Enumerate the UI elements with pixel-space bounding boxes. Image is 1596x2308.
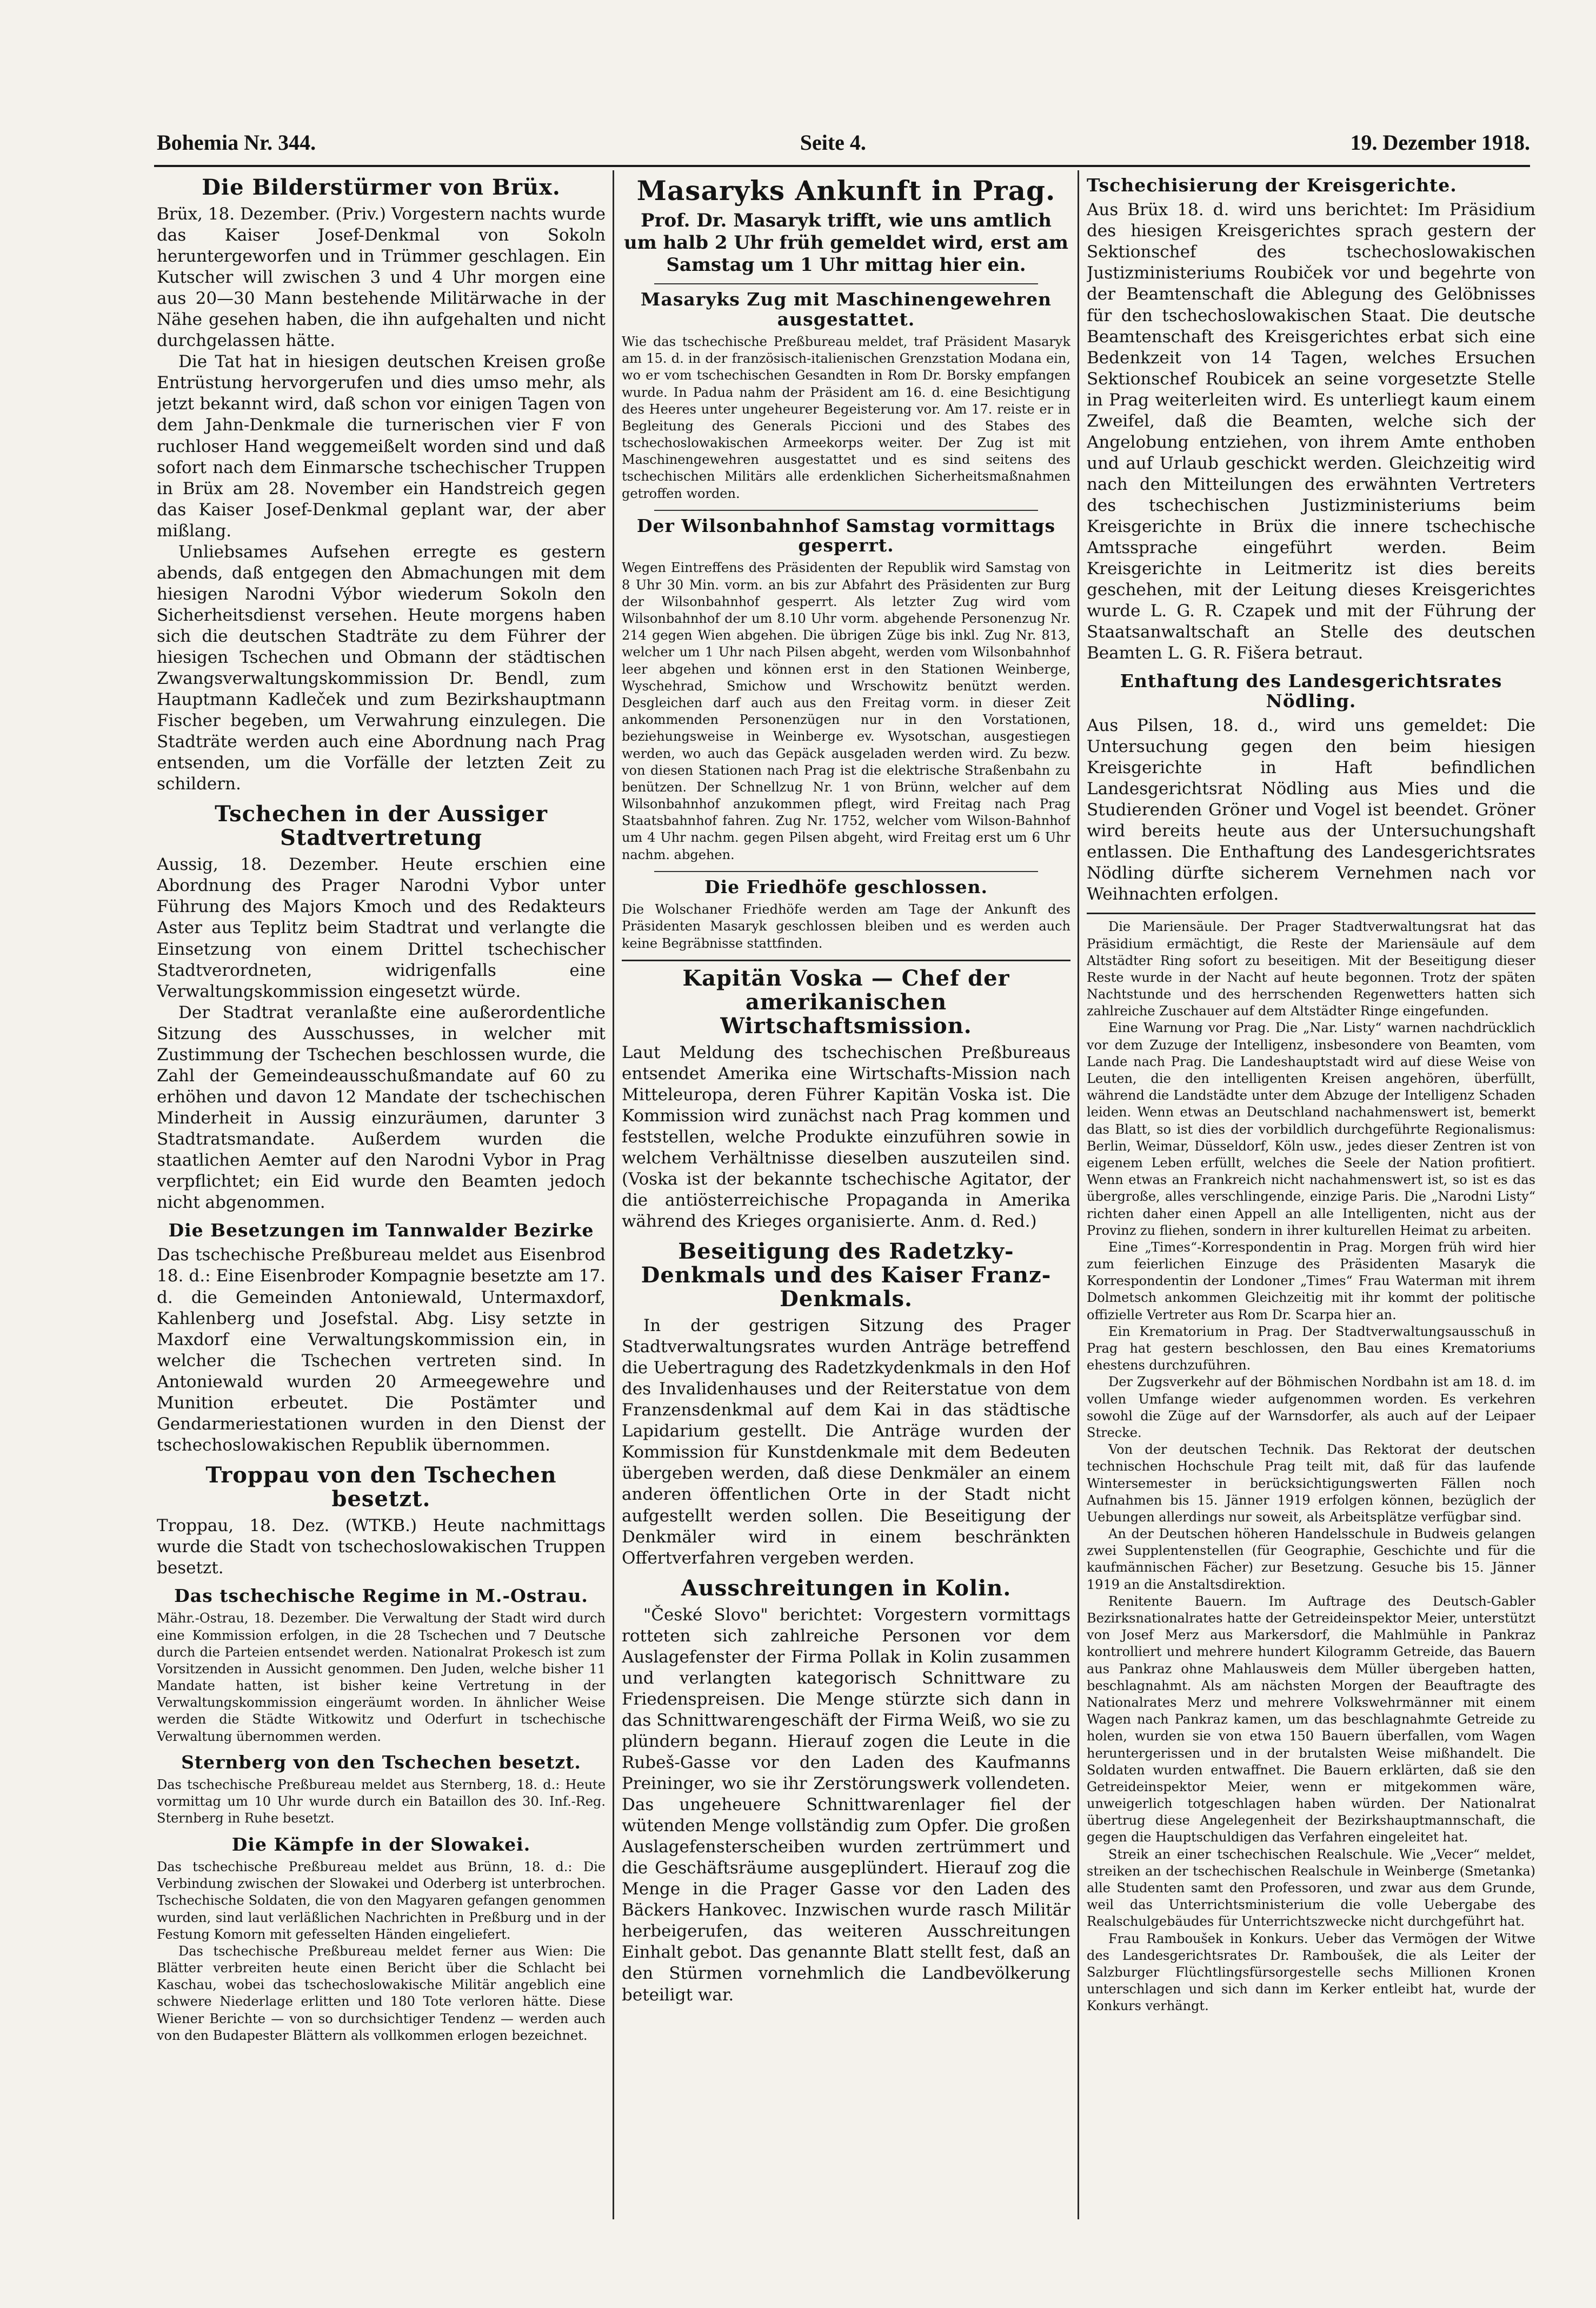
- article-lede: Prof. Dr. Masaryk trifft, wie uns amtlich um halb 2 Uhr früh gemeldet wird, erst am Samstag um 1 Uhr mittag hier ein.: [624, 210, 1068, 276]
- article-text: Wegen Eintreffens des Präsidenten der Republik wird Samstag von 8 Uhr 30 Min. vorm. an bis zur Abfahrt des Präsidenten zur Burg der Wilsonbahnhof gesperrt. Als letzter Zug wird vom Wilsonbahnhof der um 8.10 Uhr vorm. abgehende Personenzug Nr. 214 gegen Wien abgehen. Die übrigen Züge bis inkl. Zug Nr. 813, welcher um 1 Uhr nach Pilsen abgeht, werden vom Wilsonbahnhof leer abgehen und können erst in den Stationen Weinberge, Wyschehrad, Smichow und Wrschowitz benützt werden. Desgleichen darf auch aus den Freitag vorm. in dieser Zeit ankommenden Personenzügen nur in den Vorstationen, beziehungsweise in Weinberge ev. Wysotschan, ausgestiegen werden, wo auch das Gepäck ausgeladen werden wird. Zu bezw. von diesen Stationen nach Prag ist die elektrische Straßenbahn zu benützen. Der Schnellzug Nr. 1 von Brünn, welcher auf dem Wilsonbahnhof anzukommen pflegt, wird Freitag nach Prag Staatsbahnhof fahren. Zug Nr. 1752, welcher vom Wilson-Bahnhof um 4 Uhr nachm. gegen Pilsen abgeht, wird Freitag erst um 6 Uhr nachm. abgehen.: [622, 560, 1070, 862]
- header-rule: [154, 165, 1530, 167]
- article-text: Aus Pilsen, 18. d., wird uns gemeldet: Die Untersuchung gegen den beim hiesigen Kreisgerichte in Haft befindlichen Landesgerichtsrat Nödling aus Mies und die Studierenden Gröner und Vogel ist beendet. Gröner wird bereits heute aus der Untersuchungshaft entlassen. Die Enthaftung des Landesgerichtsrates Nödling dürfte sicherem Vernehmen nach vor Weihnachten erfolgen.: [1087, 715, 1535, 904]
- article-aussig: [157, 802, 606, 1213]
- column-divider-2: [1078, 170, 1079, 2219]
- article-text: Aussig, 18. Dezember. Heute erschien eine Abordnung des Prager Narodni Vybor unter Führung des Majors Kmoch und des Redakteurs Aster aus Teplitz beim Stadtrat und verlangte die Einsetzung von einem Drittel tschechischer Stadtverordneten, widrigenfalls eine Verwaltungskommission eingesetzt würde.: [157, 855, 606, 1001]
- news-brief: Von der deutschen Technik. Das Rektorat der deutschen technischen Hochschule Prag teilt mit, daß für das laufende Wintersemester in berücksichtigungswerten Fällen noch Aufnahmen bis 15. Jänner 1919 erfolgen können, bezüglich der Uebungen allerdings nur soweit, als Arbeitsplätze verfügbar sind.: [1087, 1442, 1535, 1525]
- news-brief: Die Mariensäule. Der Prager Stadtverwaltungsrat hat das Präsidium ermächtigt, die Reste der Mariensäule auf dem Altstädter Ring sofort zu beseitigen. Mit der Beseitigung dieser Reste wurde in der Nacht auf heute begonnen. Trotz der späten Nachtstunde und des herrschenden Regenwetters hatten sich zahlreiche Zuschauer auf dem Altstädter Ringe eingefunden.: [1087, 919, 1535, 1019]
- article-title: Masaryks Ankunft in Prag.: [636, 175, 1056, 207]
- section-divider: [622, 960, 1070, 961]
- article-radetzky: [622, 1240, 1070, 1569]
- article-text: Das tschechische Preßbureau meldet aus Eisenbrod 18. d.: Eine Eisenbroder Kompagnie besetzte am 17. d. die Gemeinden Antoniewald, Untermaxdorf, Kahlenberg und Josefstal. Abg. Lisy setzte in Maxdorf eine Verwaltungskommission ein, in welcher die Tschechen vertreten sind. In Antoniewald wurden 20 Armeegewehre und Munition erbeutet. Die Postämter und Gendarmeriestationen wurden in den Dienst der tschechoslowakischen Republik übernommen.: [157, 1245, 606, 1455]
- header-page-number: Seite 4.: [800, 130, 866, 155]
- news-brief: Eine Warnung vor Prag. Die „Nar. Listy“ warnen nachdrücklich vor dem Zuzuge der Intelligenz, insbesondere von Beamten, vom Lande nach Prag. Die Landeshauptstadt wird auf diese Weise von Leuten, die den intelligenten Kreisen angehören, überfüllt, während die Landstädte unter dem Abzuge der Intelligenz Schaden leiden. Wenn etwas an Deutschland nachahmenswert ist, bemerkt das Blatt, so ist dies der vorbildlich durchgeführte Regionalismus: Berlin, Weimar, Düsseldorf, Köln usw., jedes dieser Zentren ist von eigenem Leben erfüllt, welches die Seele der Nation profitiert. Wenn etwas an Frankreich nicht nachahmenswert ist, so ist es das übergroße, alles verschlingende, einzige Paris. Die „Narodni Listy“ richten daher einen Appell an alle Intelligenten, nicht aus der Provinz zu fliehen, sondern in ihrer kulturellen Heimat zu arbeiten.: [1087, 1020, 1535, 1238]
- article-sternberg: [157, 1753, 606, 1827]
- article-title: Kapitän Voska — Chef der amerikanischen Wirtschaftsmission.: [682, 965, 1010, 1039]
- article-kolin: [622, 1577, 1070, 2006]
- column-1: [157, 170, 606, 2263]
- article-text: Das tschechische Preßbureau meldet aus Brünn, 18. d.: Die Verbindung zwischen der Slowakei und Oderberg ist unterbrochen. Tschechische Soldaten, die von den Magyaren gefangen genommen wurden, sind laut verläßlichen Nachrichten in Preßburg und in der Festung Komorn mit gefesselten Händen eingeliefert.: [157, 1859, 606, 1942]
- article-ostrau: [157, 1586, 606, 1745]
- article-title: Die Friedhöfe geschlossen.: [704, 876, 988, 897]
- article-title: Die Bilderstürmer von Brüx.: [202, 175, 561, 200]
- header-paper-issue: Bohemia Nr. 344.: [157, 130, 316, 155]
- article-text: Das tschechische Preßbureau meldet aus Sternberg, 18. d.: Heute vormittag um 10 Uhr wurde durch ein Bataillon des 30. Inf.-Reg. Sternberg in Ruhe besetzt.: [157, 1777, 606, 1826]
- article-text: Der Stadtrat veranlaßte eine außerordentliche Sitzung des Ausschusses, in welcher mit Zustimmung der Tschechen beschlossen wurde, die Zahl der Gemeindeausschußmandate auf 60 zu erhöhen und davon 12 Mandate der tschechischen Minderheit in Aussig einzuräumen, darunter 3 Stadtratsmandate. Außerdem wurden die staatlichen Aemter auf den Narodni Vybor in Prag verpflichtet; ein Eid wurde den Beamten jedoch nicht abgenommen.: [157, 1002, 606, 1213]
- news-brief: Eine „Times“-Korrespondentin in Prag. Morgen früh wird hier zum feierlichen Einzuge des Präsidenten Masaryk die Korrespondentin der Londoner „Times“ Frau Waterman mit ihrem Dolmetsch ankommen Gleichzeitig mit ihr kommt der politische offizielle Vertreter aus Rom Dr. Scarpa hier an.: [1087, 1239, 1535, 1322]
- article-title: Die Besetzungen im Tannwalder Bezirke: [168, 1220, 594, 1241]
- article-wilsonbahnhof: [622, 516, 1070, 863]
- article-text: Troppau, 18. Dez. (WTKB.) Heute nachmittags wurde die Stadt von tschechoslowakischen Truppen besetzt.: [157, 1515, 606, 1578]
- section-divider: [654, 283, 1038, 284]
- article-title: Sternberg von den Tschechen besetzt.: [181, 1751, 581, 1773]
- article-title: Beseitigung des Radetzky-Denkmals und des Kaiser Franz-Denkmals.: [641, 1239, 1052, 1312]
- section-divider: [1087, 913, 1535, 914]
- header-date: 19. Dezember 1918.: [1350, 130, 1530, 155]
- news-brief: Ein Krematorium in Prag. Der Stadtverwaltungsausschuß in Prag hat gestern beschlossen, den Bau eines Krematoriums ehestens durchzuführen.: [1087, 1323, 1535, 1373]
- article-title: Das tschechische Regime in M.-Ostrau.: [174, 1585, 588, 1607]
- article-masaryk-zug: [622, 290, 1070, 502]
- article-title: Tschechen in der Aussiger Stadtvertretung: [215, 801, 548, 851]
- article-text: Unliebsames Aufsehen erregte es gestern abends, daß entgegen den Abmachungen mit dem hiesigen Narodni Výbor wiederum Sokoln den Sicherheitsdienst versehen. Heute morgens haben sich die deutschen Stadträte zu dem Führer der hiesigen Tschechen und Obmann der städtischen Zwangsverwaltungskommission Dr. Bendl, zum Hauptmann Kadleček und zum Bezirkshauptmann Fischer begeben, um Verwahrung einzulegen. Die Stadträte werden auch eine Abordnung nach Prag entsenden, um die Vorfälle der letzten Zeit zu schildern.: [157, 542, 606, 794]
- article-troppau: [157, 1464, 606, 1579]
- article-title: Der Wilsonbahnhof Samstag vormittags gesperrt.: [636, 515, 1056, 556]
- column-2: [622, 170, 1070, 2263]
- article-friedhoefe: [622, 877, 1070, 952]
- news-brief: Renitente Bauern. Im Auftrage des Deutsch-Gabler Bezirksnationalrates hatte der Getreideinspektor Meier, unterstützt von Josef Merz aus Markersdorf, die Mahlmühle in Pankraz kontrolliert und mehrere hundert Kilogramm Getreide, das Bauern aus Pankraz ohne Mahlausweis dem Müller übergeben hatten, beschlagnahmt. Als am nächsten Morgen der Beauftragte des Nationalrates Merz und mehrere Volkswehrmänner mit einem Wagen nach Pankraz kamen, um das beschlagnahmte Getreide zu holen, wurden sie von etwa 150 Bauern überfallen, vom Wagen heruntergerissen und in der brutalsten Weise mißhandelt. Die Soldaten wurden entwaffnet. Die Bauern erklärten, daß sie den Getreideinspektor Meier, wenn er mitgekommen wäre, unweigerlich totgeschlagen haben würden. Der Nationalrat übertrug diese Angelegenheit der Bezirkshauptmannschaft, die gegen die Hauptschuldigen das Verfahren eingeleitet hat.: [1087, 1593, 1535, 1845]
- article-title: Enthaftung des Landesgerichtsrates Nödling.: [1120, 670, 1502, 711]
- article-title: Tschechisierung der Kreisgerichte.: [1087, 175, 1457, 196]
- section-divider: [654, 871, 1038, 872]
- article-bilderstuermer: [157, 176, 606, 795]
- article-tannwald: [157, 1221, 606, 1456]
- article-text: Die Tat hat in hiesigen deutschen Kreisen große Entrüstung hervorgerufen und dies umso mehr, als jetzt bekannt wird, daß schon vor einigen Tagen von dem Jahn-Denkmale die turnerischen vier F von ruchloser Hand weggemeißelt worden sind und daß sofort nach dem Einmarsche tschechischer Truppen in Brüx am 28. November ein Handstreich gegen das Kaiser Josef-Denkmal geplant war, der aber mißlang.: [157, 352, 606, 541]
- article-title: Troppau von den Tschechen besetzt.: [205, 1462, 557, 1512]
- article-text: Das tschechische Preßbureau meldet ferner aus Wien: Die Blätter verbreiten heute einen Bericht über die Schlacht bei Kaschau, wobei das tschechoslowakische Militär angeblich eine schwere Niederlage erlitten und 180 Tote verloren hätte. Diese Wiener Berichte — von so durchsichtiger Tendenz — werden auch von den Budapester Blättern als vollkommen erlogen bezeichnet.: [157, 1943, 606, 2043]
- article-kreisgerichte: [1087, 176, 1535, 664]
- article-text: Laut Meldung des tschechischen Preßbureaus entsendet Amerika eine Wirtschafts-Mission nach Mitteleuropa, deren Führer Kapitän Voska ist. Die Kommission wird zunächst nach Prag kommen und feststellen, welche Produkte einzuführen sowie in welchem Verhältnisse dieselben auszuteilen sind. (Voska ist der bekannte tschechische Agitator, der die antiösterreichische Propaganda in Amerika während des Krieges organisierte. Anm. d. Red.): [622, 1042, 1070, 1232]
- news-brief: An der Deutschen höheren Handelsschule in Budweis gelangen zwei Supplentenstellen (für Geographie, Geschichte und für die kaufmännischen Fächer) zur Besetzung. Gesuche bis 15. Jänner 1919 an die Anstaltsdirektion.: [1087, 1526, 1535, 1592]
- article-slowakei: [157, 1835, 606, 2044]
- section-divider: [654, 510, 1038, 511]
- article-text: Die Wolschaner Friedhöfe werden am Tage der Ankunft des Präsidenten Masaryk geschlossen bleiben und es werden auch keine Begräbnisse stattfinden.: [622, 902, 1070, 951]
- page-header: [157, 130, 1530, 162]
- news-brief: Frau Ramboušek in Konkurs. Ueber das Vermögen der Witwe des Landesgerichtsrates Dr. Ramboušek, die als Leiter der Salzburger Flüchtlingsfürsorgestelle sechs Millionen Kronen unterschlagen und sich dann im Kerker entleibt hat, wurde der Konkurs verhängt.: [1087, 1931, 1535, 2014]
- article-title: Die Kämpfe in der Slowakei.: [231, 1833, 531, 1855]
- article-masaryk-ankunft: [622, 176, 1070, 276]
- news-brief: Der Zugsverkehr auf der Böhmischen Nordbahn ist am 18. d. im vollen Umfange wieder aufgenommen worden. Es verkehren sowohl die Züge auf der Warnsdorfer, als auch auf der Leipaer Strecke.: [1087, 1374, 1535, 1440]
- article-voska: [622, 967, 1070, 1232]
- article-text: In der gestrigen Sitzung des Prager Stadtverwaltungsrates wurden Anträge betreffend die Uebertragung des Radetzkydenkmals in den Hof des Invalidenhauses und der Reiterstatue von dem Franzensdenkmal auf dem Kai in das städtische Lapidarium gestellt. Die Anträge wurden der Kommission für Kunstdenkmale mit dem Bedeuten übergeben werden, daß diese Denkmäler an einem anderen öffentlichen Orte in der Stadt nicht aufgestellt werden sollen. Die Beseitigung der Denkmäler wird in einem beschränkten Offertverfahren vergeben werden.: [622, 1316, 1070, 1568]
- news-brief: Streik an einer tschechischen Realschule. Wie „Vecer“ meldet, streiken an der tschechischen Realschule in Weinberge (Smetanka) alle Studenten samt den Professoren, und zwar aus dem Grunde, weil das Unterrichtsministerium die volle Uebergabe des Realschulgebäudes für Unterrichtszwecke nicht durchgeführt hat.: [1087, 1846, 1535, 1930]
- column-3: [1087, 170, 1535, 2263]
- article-text: Wie das tschechische Preßbureau meldet, traf Präsident Masaryk am 15. d. in der französisch-italienischen Grenzstation Modana ein, wo er vom tschechischen Gesandten in Rom Dr. Borsky empfangen wurde. In Padua nahm der Präsident am 16. d. eine Besichtigung des Heeres unter ungeheurer Begeisterung vor. Am 17. reiste er in Begleitung des Generals Piccioni und des Stabes des tschechoslowakischen Armeekorps weiter. Der Zug ist mit Maschinengewehren ausgestattet und es sind seitens des tschechischen Militärs alle erdenklichen Sicherheitsmaßnahmen getroffen worden.: [622, 334, 1070, 501]
- article-text: Brüx, 18. Dezember. (Priv.) Vorgestern nachts wurde das Kaiser Josef-Denkmal von Sokoln heruntergeworfen und in Trümmer geschlagen. Ein Kutscher will zwischen 3 und 4 Uhr morgen eine aus 20—30 Mann bestehende Militärwache in der Nähe gesehen haben, die ihn aufgehalten und nicht durchgelassen hätte.: [157, 204, 606, 351]
- article-noedling: [1087, 671, 1535, 905]
- news-briefs: [1087, 919, 1535, 2014]
- column-divider-1: [613, 170, 614, 2219]
- article-text: Aus Brüx 18. d. wird uns berichtet: Im Präsidium des hiesigen Kreisgerichtes sprach gestern der Sektionschef des tschechoslowakischen Justizministeriums Roubiček vor und begehrte von der Beamtenschaft die Ablegung des Gelöbnisses für den tschechoslowakischen Staat. Die deutsche Beamtenschaft des Kreisgerichtes erbat sich eine Bedenkzeit von 14 Tagen, welches Ersuchen Sektionschef Roubicek an seine vorgesetzte Stelle in Prag weiterleiten wird. Es unterliegt kaum einem Zweifel, daß die Beamten, welche sich der Angelobung entziehen, von ihrem Amte enthoben und auf Urlaub geschickt werden. Gleichzeitig wird nach den Mitteilungen des erwähnten Vertreters des tschechischen Justizministeriums beim Kreisgerichte in Brüx die innere tschechische Amtssprache eingeführt werden. Beim Kreisgerichte in Leitmeritz ist dies bereits geschehen, mit der Leitung dieses Kreisgerichtes wurde L. G. R. Czapek und mit der Führung der Staatsanwaltschaft an Stelle des deutschen Beamten L. G. R. Fišera betraut.: [1087, 200, 1535, 663]
- article-text: Mähr.-Ostrau, 18. Dezember. Die Verwaltung der Stadt wird durch eine Kommission erfolgen, in die 28 Tschechen und 7 Deutsche durch die Parteien entsendet werden. Nationalrat Prokesch ist zum Vorsitzenden in Aussicht genommen. Den Juden, welche bisher 11 Mandate hatten, ist bisher keine Vertretung in der Verwaltungskommission eingeräumt worden. In ähnlicher Weise werden die Städte Witkowitz und Oderfurt in tschechische Verwaltung übernommen werden.: [157, 1611, 606, 1744]
- article-title: Ausschreitungen in Kolin.: [681, 1575, 1012, 1601]
- article-text: "České Slovo" berichtet: Vorgestern vormittags rotteten sich zahlreiche Personen vor dem Auslagefenster der Firma Pollak in Kolin zusammen und verlangten kategorisch Schnittware zu Friedenspreisen. Die Menge stürzte sich dann in das Schnittwarengeschäft der Firma Weiß, wo sie zu plündern begann. Hierauf zogen die Leute in die Rubeš-Gasse vor den Laden des Kaufmanns Preininger, wo sie ihr Zerstörungswerk vollendeten. Das ungeheuere Schnittwarenlager fiel der wütenden Menge vollständig zum Opfer. Die großen Auslagefensterscheiben wurden zertrümmert und die Geschäftsräume ausgeplündert. Hierauf zog die Menge in die Prager Gasse vor den Laden des Bäckers Hankovec. Inzwischen wurde rasch Militär herbeigerufen, das weiteren Ausschreitungen Einhalt gebot. Das genannte Blatt stellt fest, daß an den Stürmen vornehmlich die Landbevölkerung beteiligt war.: [622, 1605, 1070, 2005]
- article-title: Masaryks Zug mit Maschinengewehren ausgestattet.: [640, 289, 1052, 330]
